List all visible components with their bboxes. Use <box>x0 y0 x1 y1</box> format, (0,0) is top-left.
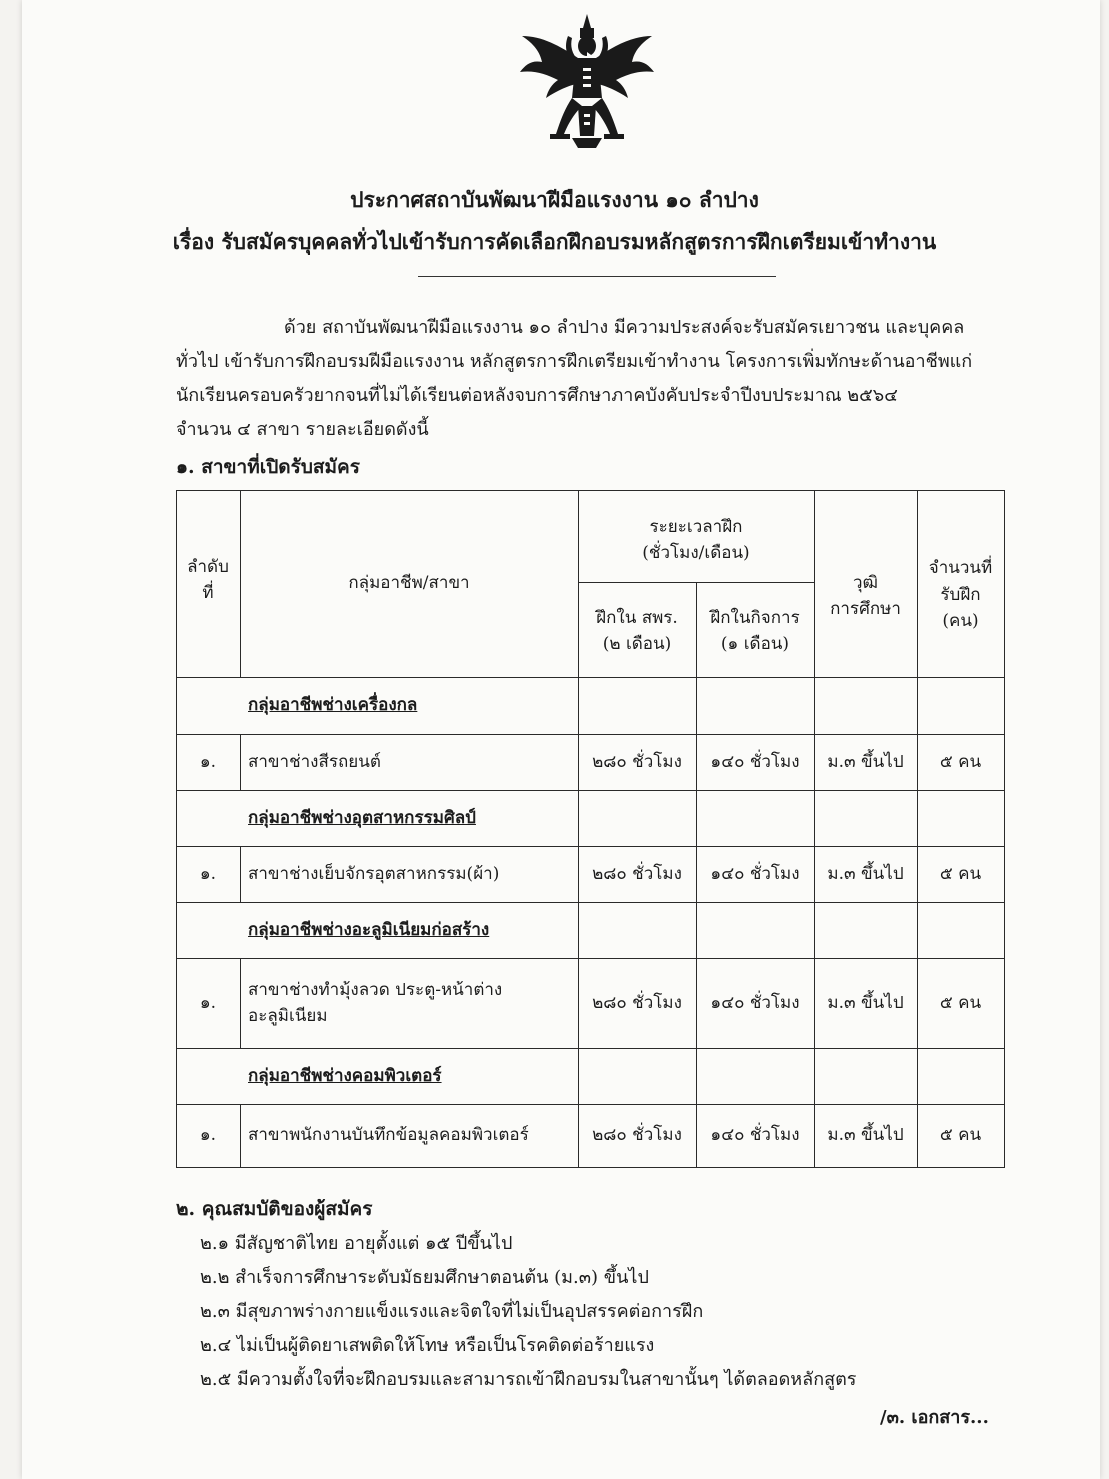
garuda-emblem-icon <box>512 6 662 156</box>
title-divider <box>418 276 776 277</box>
train-business-hours: ๑๔๐ ชั่วโมง <box>710 992 800 1013</box>
row-number: ๑. <box>199 992 217 1013</box>
intro-paragraph-line: จำนวน ๔ สาขา รายละเอียดดังนี้ <box>176 419 429 440</box>
group-heading: กลุ่มอาชีพช่างเครื่องกล <box>248 695 418 716</box>
qualification-item: ๒.๒ สำเร็จการศึกษาระดับมัธยมศึกษาตอนต้น (ม.๓) ขึ้นไป <box>200 1267 649 1288</box>
branch-name: สาขาช่างทำมุ้งลวด ประตู-หน้าต่าง อะลูมิเนียม <box>248 979 503 1026</box>
train-business-hours: ๑๔๐ ชั่วโมง <box>710 751 800 772</box>
train-institute-hours: ๒๘๐ ชั่วโมง <box>592 1125 682 1146</box>
row-number: ๑. <box>199 1125 217 1146</box>
intro-paragraph-line: ทั่วไป เข้ารับการฝึกอบรมฝีมือแรงงาน หลักสูตรการฝึกเตรียมเข้าทำงาน โครงการเพิ่มทักษะด้านอาชีพแก่ <box>176 351 973 372</box>
col-header-group: กลุ่มอาชีพ/สาขา <box>348 573 470 594</box>
branch-name: สาขาพนักงานบันทึกข้อมูลคอมพิวเตอร์ <box>248 1125 529 1146</box>
col-header-quantity: จำนวนที่ รับฝึก (คน) <box>928 558 993 632</box>
group-heading: กลุ่มอาชีพช่างอะลูมิเนียมก่อสร้าง <box>248 919 490 940</box>
education-requirement: ม.๓ ขึ้นไป <box>827 1125 904 1146</box>
branch-name: สาขาช่างสีรถยนต์ <box>248 751 381 772</box>
train-institute-hours: ๒๘๐ ชั่วโมง <box>592 992 682 1013</box>
intro-paragraph-line: นักเรียนครอบครัวยากจนที่ไม่ได้เรียนต่อหลังจบการศึกษาภาคบังคับประจำปีงบประมาณ ๒๕๖๔ <box>176 385 898 406</box>
section-2-title: ๒. คุณสมบัติของผู้สมัคร <box>176 1198 373 1220</box>
continuation-marker: /๓. เอกสาร... <box>880 1407 989 1428</box>
trainee-quantity: ๕ คน <box>939 992 982 1013</box>
qualification-item: ๒.๔ ไม่เป็นผู้ติดยาเสพติดให้โทษ หรือเป็นโรคติดต่อร้ายแรง <box>200 1335 655 1356</box>
col-header-education: วุฒิ การศึกษา <box>830 572 901 619</box>
group-heading: กลุ่มอาชีพช่างคอมพิวเตอร์ <box>248 1065 442 1086</box>
branch-name: สาขาช่างเย็บจักรอุตสาหกรรม(ผ้า) <box>248 863 500 884</box>
col-header-train-institute: ฝึกใน สพร. (๒ เดือน) <box>596 607 678 654</box>
qualification-item: ๒.๑ มีสัญชาติไทย อายุตั้งแต่ ๑๕ ปีขึ้นไป <box>200 1233 513 1254</box>
train-business-hours: ๑๔๐ ชั่วโมง <box>710 1125 800 1146</box>
education-requirement: ม.๓ ขึ้นไป <box>827 992 904 1013</box>
col-header-no: ลำดับ ที่ <box>187 556 229 603</box>
trainee-quantity: ๕ คน <box>939 1125 982 1146</box>
trainee-quantity: ๕ คน <box>939 863 982 884</box>
col-header-duration: ระยะเวลาฝึก (ชั่วโมง/เดือน) <box>642 516 750 563</box>
train-business-hours: ๑๔๐ ชั่วโมง <box>710 863 800 884</box>
education-requirement: ม.๓ ขึ้นไป <box>827 751 904 772</box>
train-institute-hours: ๒๘๐ ชั่วโมง <box>592 863 682 884</box>
education-requirement: ม.๓ ขึ้นไป <box>827 863 904 884</box>
announcement-subject: เรื่อง รับสมัครบุคคลทั่วไปเข้ารับการคัดเลือกฝึกอบรมหลักสูตรการฝึกเตรียมเข้าทำงาน <box>172 229 937 254</box>
trainee-quantity: ๕ คน <box>939 751 982 772</box>
open-branches-table <box>176 490 1005 1168</box>
group-heading: กลุ่มอาชีพช่างอุตสาหกรรมศิลป์ <box>248 807 476 828</box>
section-1-title: ๑. สาขาที่เปิดรับสมัคร <box>176 456 360 478</box>
col-header-train-business: ฝึกในกิจการ (๑ เดือน) <box>710 607 800 654</box>
train-institute-hours: ๒๘๐ ชั่วโมง <box>592 751 682 772</box>
row-number: ๑. <box>199 751 217 772</box>
row-number: ๑. <box>199 863 217 884</box>
qualification-item: ๒.๓ มีสุขภาพร่างกายแข็งแรงและจิตใจที่ไม่เป็นอุปสรรคต่อการฝึก <box>200 1301 704 1322</box>
qualification-item: ๒.๕ มีความตั้งใจที่จะฝึกอบรมและสามารถเข้าฝึกอบรมในสาขานั้นๆ ได้ตลอดหลักสูตร <box>200 1369 857 1390</box>
announcement-title: ประกาศสถาบันพัฒนาฝีมือแรงงาน ๑๐ ลำปาง <box>350 187 759 212</box>
intro-paragraph-line: ด้วย สถาบันพัฒนาฝีมือแรงงาน ๑๐ ลำปาง มีความประสงค์จะรับสมัครเยาวชน และบุคคล <box>284 317 965 338</box>
